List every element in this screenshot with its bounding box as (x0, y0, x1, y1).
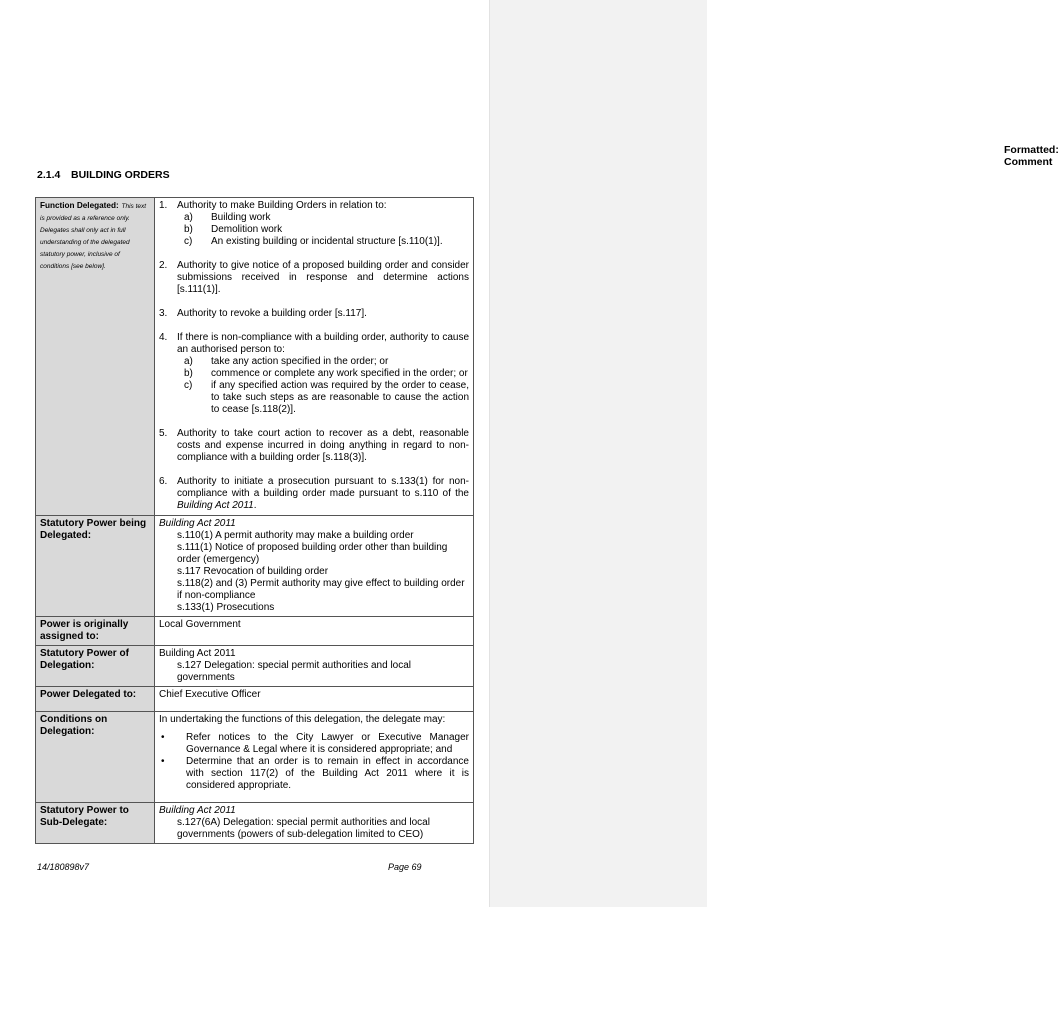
comment-pane-title: Formatted: Comment (1004, 144, 1059, 168)
row-delegated-to (36, 687, 474, 712)
condition-item: • Refer notices to the City Lawyer or Executive Manager Governance & Legal where it is considered appropriate; and (161, 732, 469, 755)
function-item-6: 6. Authority to initiate a prosecution pursuant to s.133(1) for non-compliance with a building order made pursuant to s.110 of the Building Act 2011. (159, 476, 469, 511)
section-line: s.127 Delegation: special permit authorities and local governments (177, 660, 412, 683)
conditions-value (155, 712, 474, 803)
section-line: s.133(1) Prosecutions (177, 602, 275, 613)
sub-item: c) if any specified action was required by the order to cease, to take such steps as are reasonable to cause the action to cease [s.118(2)]. (184, 380, 469, 415)
comment-pane (489, 0, 1059, 907)
section-heading (37, 169, 170, 181)
row-sub-delegate (36, 803, 474, 844)
function-item-4-sublist (177, 356, 469, 416)
section-line: s.110(1) A permit authority may make a building order (177, 530, 414, 541)
delegated-to-value: Chief Executive Officer (155, 687, 474, 712)
section-line: s.117 Revocation of building order (177, 566, 329, 577)
row-power-of-delegation (36, 646, 474, 687)
conditions-label: Conditions on Delegation: (36, 712, 155, 803)
row-conditions (36, 712, 474, 803)
row-function-delegated (36, 198, 474, 516)
function-delegated-label-cell (36, 198, 155, 516)
sub-item: b) commence or complete any work specified in the order; or (184, 368, 468, 379)
function-delegated-value (155, 198, 474, 516)
section-line: s.111(1) Notice of proposed building order other than building order (emergency) (177, 542, 448, 565)
act-name: Building Act 2011 (159, 648, 236, 659)
conditions-list (159, 732, 469, 792)
delegation-table (35, 197, 474, 844)
function-list (159, 200, 469, 512)
footer-doc-ref: 14/180898v7 (37, 862, 90, 872)
section-title: BUILDING ORDERS (71, 169, 170, 181)
act-name: Building Act 2011 (159, 805, 236, 816)
statutory-power-value (155, 516, 474, 617)
sub-delegate-label: Statutory Power to Sub-Delegate: (36, 803, 155, 844)
function-delegated-label: Function Delegated: (40, 201, 119, 210)
sub-delegate-value (155, 803, 474, 844)
section-number: 2.1.4 (37, 169, 61, 181)
function-item-4: 4. If there is non-compliance with a building order, authority to cause an authorised person to: a) take any action specified in the order; or b) commence or complete any work specified in the order; or c) if any specified action was required by the order to cease, to take such steps as are reasonable to cause the action to cease [s.118(2)]. (159, 332, 469, 415)
function-item-2: 2. Authority to give notice of a proposed building order and consider submissions received in response and determine actions [s.111(1)]. (159, 260, 469, 295)
power-of-delegation-label: Statutory Power of Delegation: (36, 646, 155, 687)
section-line: s.127(6A) Delegation: special permit authorities and local governments (powers of sub-delegation limited to CEO) (177, 817, 430, 840)
footer-page-number: Page 69 (388, 862, 422, 872)
section-line: s.118(2) and (3) Permit authority may give effect to building order if non-compliance (177, 578, 465, 601)
function-item-5: 5. Authority to take court action to recover as a debt, reasonable costs and expense incurred in doing anything in regard to non-compliance with a building order [s.118(3)]. (159, 428, 469, 463)
assigned-value: Local Government (155, 617, 474, 646)
delegated-to-label: Power Delegated to: (36, 687, 155, 712)
power-of-delegation-value (155, 646, 474, 687)
act-name: Building Act 2011 (159, 518, 236, 529)
function-item-3: 3. Authority to revoke a building order [s.117]. (159, 308, 367, 319)
act-name: Building Act 2011 (177, 500, 254, 511)
sub-item: a) Building work (184, 212, 271, 223)
condition-item: • Determine that an order is to remain in effect in accordance with section 117(2) of the Building Act 2011 where it is considered appropriate. (161, 756, 469, 791)
row-statutory-power (36, 516, 474, 617)
sub-item: b) Demolition work (184, 224, 283, 235)
row-assigned (36, 617, 474, 646)
sub-item: c) An existing building or incidental structure [s.110(1)]. (184, 236, 443, 247)
function-delegated-note: This text is provided as a reference only. Delegates shall only act in full understanding of the delegated statutory power, inclusive of conditions [see below]. (40, 203, 147, 270)
function-item-1: 1. Authority to make Building Orders in relation to: a) Building work b) Demolition work c) An existing building or incidental structure [s.110(1)]. (159, 200, 469, 248)
assigned-label: Power is originally assigned to: (36, 617, 155, 646)
sub-item: a) take any action specified in the order; or (184, 356, 389, 367)
conditions-intro: In undertaking the functions of this delegation, the delegate may: (159, 714, 446, 725)
statutory-power-label: Statutory Power being Delegated: (36, 516, 155, 617)
function-item-1-sublist (177, 212, 469, 248)
